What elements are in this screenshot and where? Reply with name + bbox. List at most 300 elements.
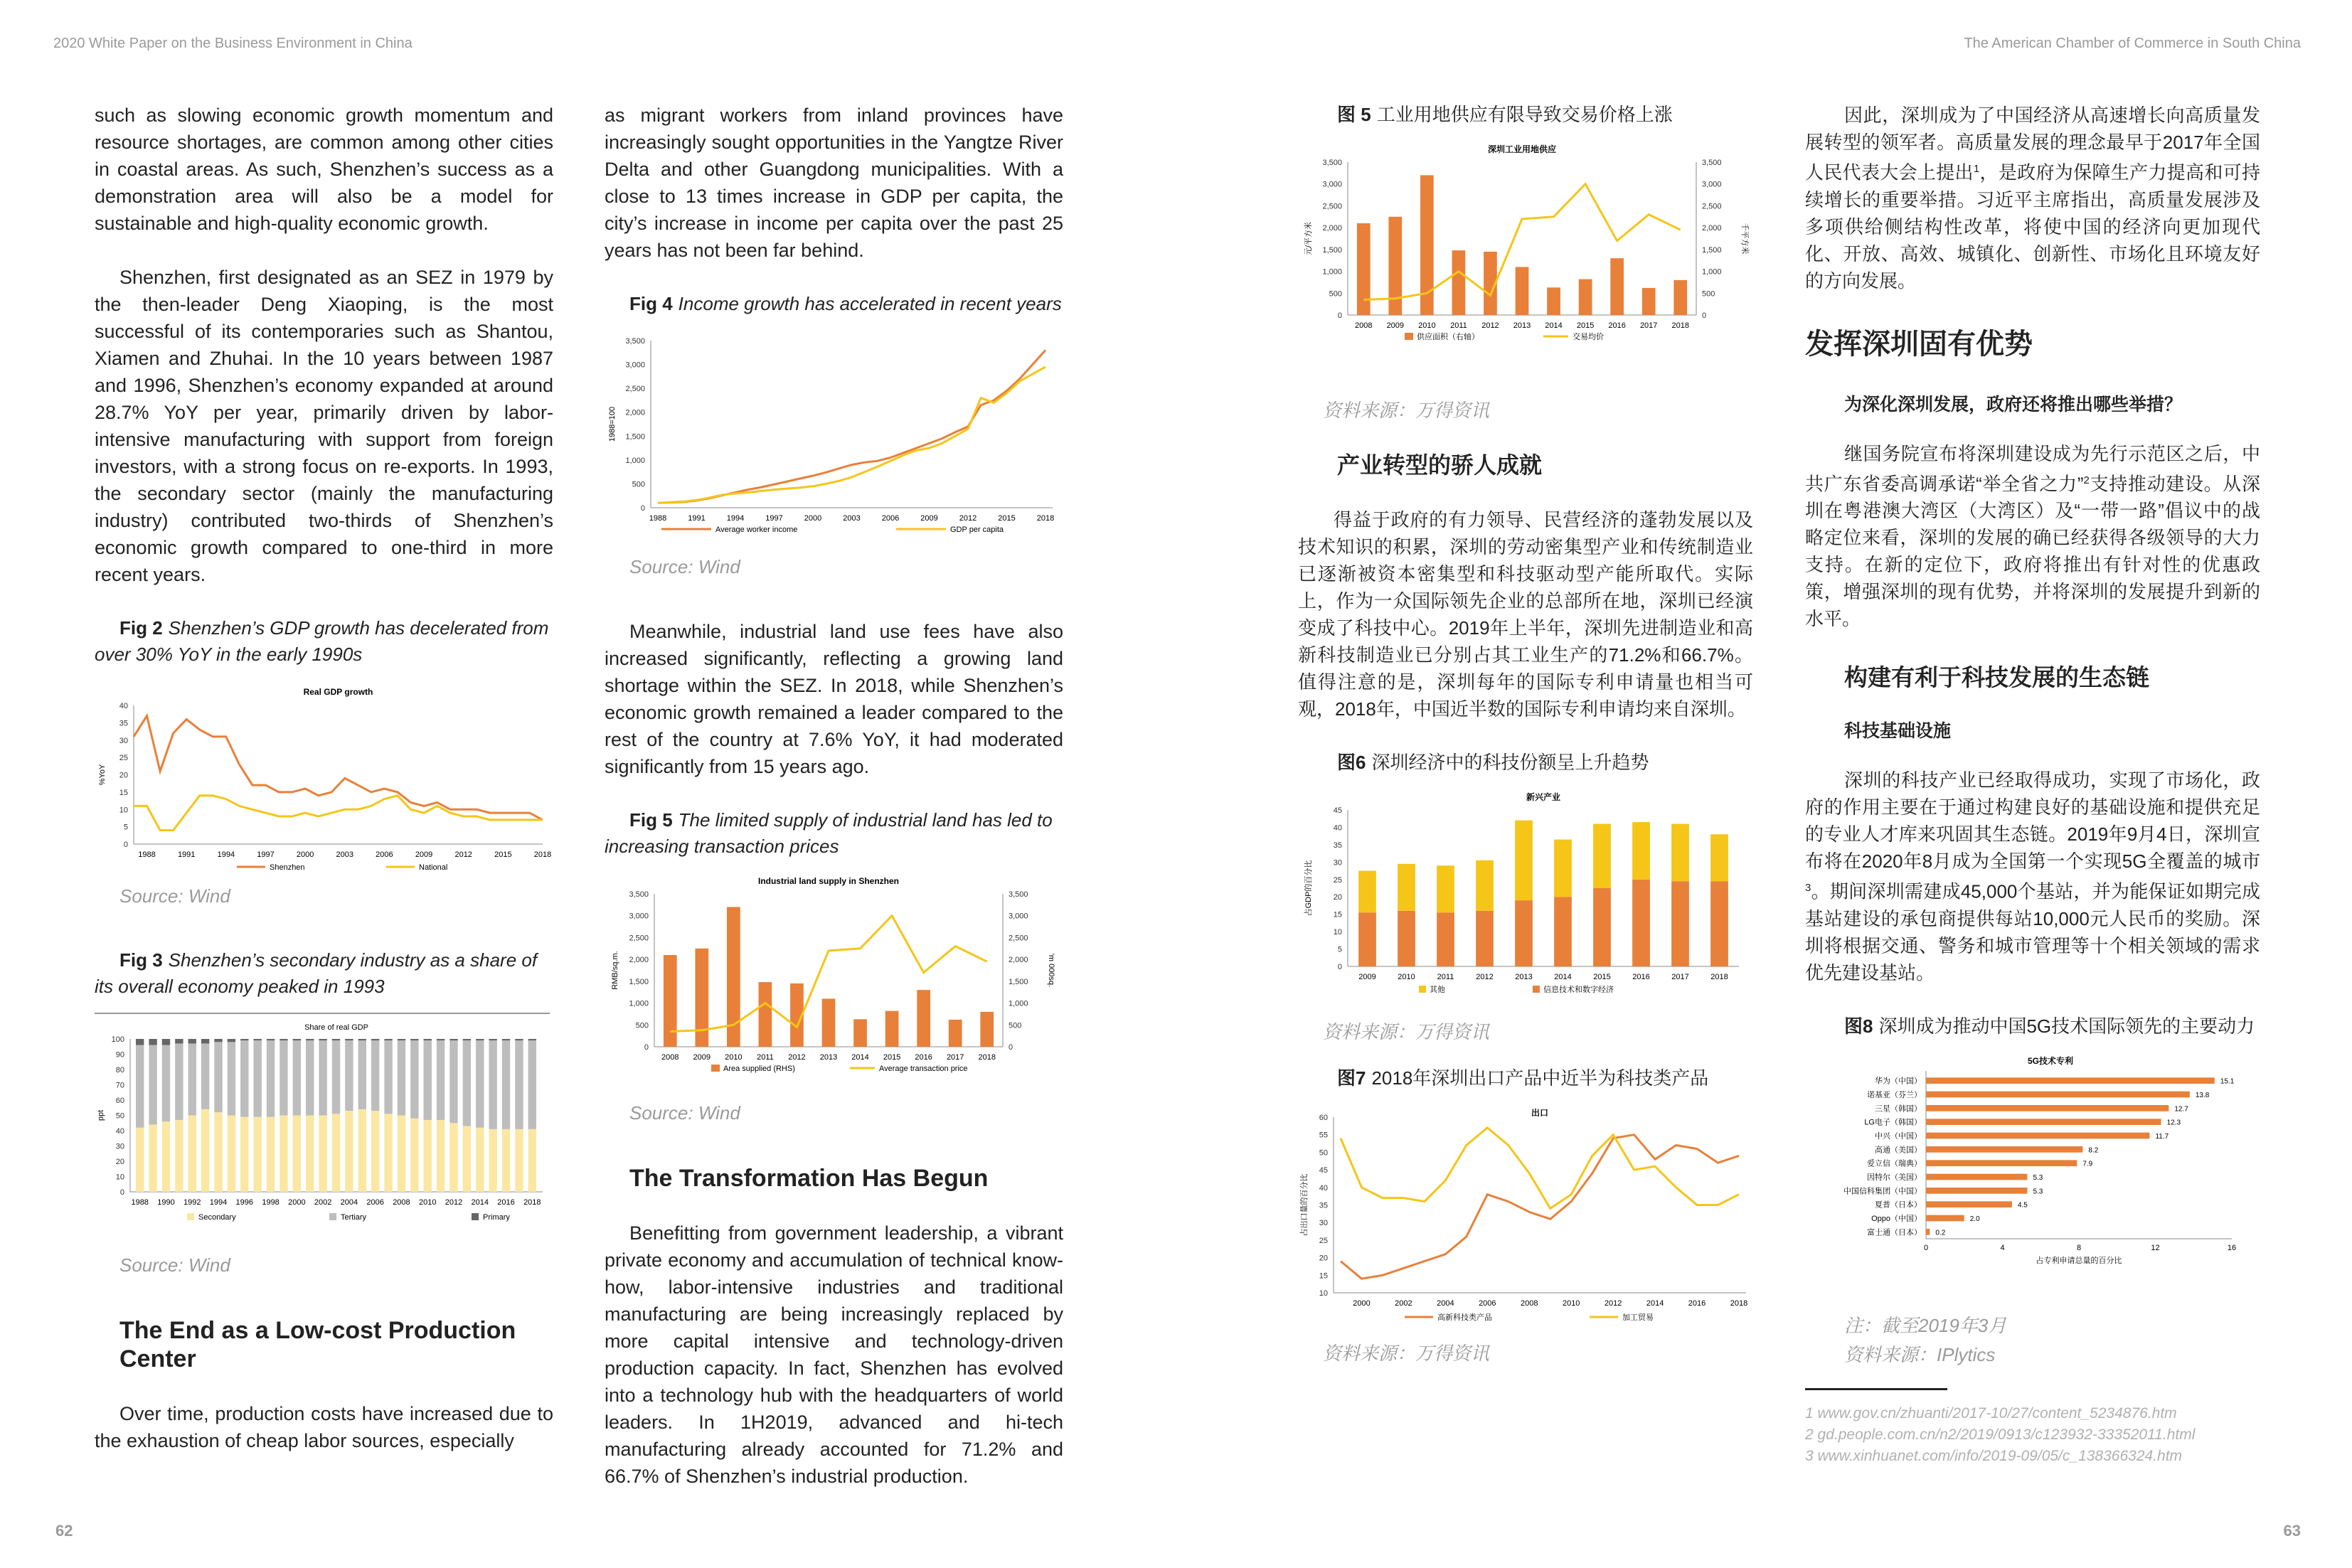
fig7-svg [1298, 1104, 1753, 1332]
y-tick-label: 2,000 [629, 956, 649, 965]
footnote: 1 www.gov.cn/zhuanti/2017-10/27/content_5234876.htm [1805, 1404, 2177, 1422]
series-line [1341, 1135, 1739, 1279]
x-tick-label: 2003 [843, 514, 861, 523]
bar-tertiary [175, 1043, 183, 1120]
y-tick-label: 0 [1337, 311, 1342, 320]
chart-title: Share of real GDP [304, 1023, 368, 1032]
y-axis-label: 占GDP的百分比 [1304, 860, 1313, 917]
bar-primary [280, 1039, 287, 1040]
y-tick-label: 25 [1319, 1236, 1328, 1245]
y-tick-label: 3,500 [625, 337, 645, 346]
y-tick-label: 10 [1319, 1289, 1328, 1298]
bar-secondary [188, 1116, 196, 1193]
legend-swatch [472, 1213, 479, 1220]
fig5-cn-chart [1298, 141, 1753, 396]
section-heading: The Transformation Has Begun [629, 1165, 989, 1192]
y-tick-label: 35 [1319, 1201, 1328, 1210]
bar-segment [1476, 860, 1494, 911]
figure-caption-text: Shenzhen’s secondary industry as a share of its overall economy peaked in 1993 [95, 949, 538, 997]
y-axis-label-left: 元/平方米 [1304, 221, 1313, 256]
x-tick-label: 1988 [649, 514, 667, 523]
bar-area-supplied [1452, 250, 1466, 315]
x-tick-label: 2012 [445, 1198, 463, 1207]
bar-area-supplied [1579, 279, 1592, 315]
paragraph: Benefitting from government leadership, a vibrant private economy and accumulation of technical know-how, labor-intensive industries and traditional manufacturing are being increasingly replaced by more capital intensive and technology-driven production capacity. In fact, Shenzhen has evolved into a technology hub with the headquarters of world leaders. In 1H2019, advanced and hi-tech manufacturing already accounted for 71.2% and 66.7% of Shenzhen’s industrial production. [605, 1222, 1063, 1487]
paragraph-text: 深圳的科技产业已经取得成功，实现了市场化，政府的作用主要在于通过构建良好的基础设施和提供充足的专业人才库来巩固其生态链。2019年9月4日，深圳宣布将在2020年8月成为全国第一个实现5G全覆盖的城市 [1805, 769, 2260, 873]
bar-primary [410, 1039, 418, 1040]
y-axis-label-left: RMB/sq.m. [611, 951, 619, 990]
footnote: 3 www.xinhuanet.com/info/2019-09/05/c_138366324.htm [1805, 1447, 2183, 1464]
bar-segment [1632, 880, 1650, 966]
series-line [1341, 1128, 1739, 1209]
subheading: 科技基础设施 [1844, 721, 1952, 742]
legend-label: Tertiary [341, 1213, 367, 1222]
y-tick-label: 500 [1009, 1021, 1022, 1030]
y-tick-label: 1,000 [1009, 999, 1028, 1008]
figure-caption-text: The limited supply of industrial land has led to increasing transaction prices [605, 809, 1053, 857]
x-tick-label: 2010 [1562, 1299, 1580, 1308]
bar-secondary [214, 1112, 222, 1192]
bar-secondary [437, 1120, 445, 1192]
bar-primary [319, 1039, 326, 1040]
x-tick-label: 2012 [1481, 321, 1499, 330]
fig4-svg [605, 330, 1063, 543]
footnote: 2 gd.people.com.cn/n2/2019/0913/c123932-33352011.html [1805, 1426, 2196, 1443]
legend-swatch [711, 1065, 720, 1072]
x-tick-label: 2018 [978, 1053, 996, 1062]
bar [1926, 1188, 2027, 1194]
bar-area-supplied [1388, 217, 1402, 315]
bar-segment [1515, 821, 1533, 900]
paragraph-text: 支持推动建设。从深圳在粤港澳大湾区（大湾区）及“一带一路”倡议中的战略定位来看，深圳的发展的确已经获得各级领导的大力支持。在新的定位下，政府将推出有针对性的优惠政策，增强深圳的现有优势，并将深圳的发展提升到新的水平。 [1805, 473, 2260, 630]
legend-label: Shenzhen [270, 863, 305, 872]
y-tick-label: 10 [115, 1173, 124, 1182]
figure-caption [605, 807, 1063, 860]
bar-primary [293, 1039, 301, 1040]
fig5-chart [605, 873, 1063, 1092]
paragraph-text: 继国务院宣布将深圳建设成为先行示范区之后，中共广东省委高调承诺“举全省之力” [1805, 442, 2260, 495]
bar-area-supplied [1610, 258, 1624, 315]
bar-segment [1671, 881, 1689, 966]
y-tick-label: 15 [1333, 910, 1342, 919]
category-label: 中兴（中国） [1875, 1131, 1922, 1141]
bar-primary [489, 1039, 496, 1040]
bar-secondary [502, 1129, 510, 1192]
figure-label: Fig 2 [119, 617, 163, 639]
x-tick-label: 2010 [418, 1198, 437, 1207]
x-tick-label: 1990 [157, 1198, 175, 1207]
subheading: 为深化深圳发展，政府还将推出哪些举措？ [1844, 394, 2183, 415]
x-tick-label: 4 [2000, 1243, 2005, 1252]
x-tick-label: 2002 [314, 1198, 332, 1207]
y-tick-label: 50 [1319, 1148, 1328, 1158]
series-line [658, 350, 1045, 503]
figure-caption-text: 2018年深圳出口产品中近半为科技类产品 [1371, 1067, 1709, 1089]
x-tick-label: 2000 [288, 1198, 306, 1207]
x-tick-label: 2014 [851, 1053, 869, 1062]
y-tick-label: 20 [1333, 893, 1342, 902]
bar-segment [1398, 911, 1415, 966]
y-tick-label: 3,500 [629, 890, 649, 899]
bar [1926, 1077, 2215, 1084]
category-label: 爱立信（瑞典） [1867, 1159, 1922, 1168]
x-tick-label: 2004 [340, 1198, 358, 1207]
paragraph: 得益于政府的有力领导、民营经济的蓬勃发展以及技术知识的积累，深圳的劳动密集型产业和传统制造业已逐渐被资本密集型和科技驱动型产能所取代。实际上，作为一众国际领先企业的总部所在地，深圳已经演变成了科技中心。2019年上半年，深圳先进制造业和高新科技制造业已分别占其工业生产的71.2%和66.7%。值得注意的是，深圳每年的国际专利申请量也相当可观，2018年，中国近半数的国际专利申请均来自深圳。 [1298, 509, 1753, 720]
data-label: 11.7 [2155, 1132, 2169, 1141]
x-tick-label: 2016 [1632, 973, 1650, 981]
y-tick-label: 20 [115, 1158, 124, 1166]
y-tick-label: 3,500 [1009, 890, 1028, 899]
bar-tertiary [528, 1040, 536, 1129]
fig6-svg [1298, 789, 1753, 1009]
section-heading: 产业转型的骄人成就 [1337, 452, 1543, 478]
figure-source: Source: Wind [119, 885, 230, 907]
bar-secondary [476, 1128, 484, 1192]
category-label: LG电子（韩国） [1864, 1118, 1922, 1127]
bar-segment [1671, 824, 1689, 882]
data-label: 4.5 [2017, 1201, 2028, 1210]
bar-tertiary [345, 1040, 353, 1111]
legend-label: GDP per capita [950, 526, 1004, 534]
paragraph: Meanwhile, industrial land use fees have also increased significantly, reflecting a growing land shortage within the SEZ. In 2018, while Shenzhen’s economic growth remained a leader compared to the rest of the country at 7.6% YoY, it had moderated significantly from 15 years ago. [605, 621, 1063, 777]
paragraph [1805, 102, 2260, 294]
x-tick-label: 2003 [336, 850, 354, 859]
footnote-ref: 1 [1973, 163, 1980, 175]
x-tick-label: 2012 [1476, 973, 1494, 981]
y-tick-label: 500 [1702, 289, 1715, 299]
figure-caption [95, 947, 553, 1000]
bar-secondary [293, 1116, 301, 1193]
x-tick-label: 2009 [920, 514, 938, 523]
bar-secondary [136, 1128, 144, 1192]
legend-swatch [187, 1213, 194, 1220]
x-tick-label: 2011 [757, 1053, 774, 1062]
y-tick-label: 60 [1319, 1114, 1328, 1122]
paragraph-text: ，是政府为保障生产力提高和可持续增长的重要举措。习近平主席指出，高质量发展涉及多项供给侧结构性改革，将使中国的经济向更加现代化、开放、高效、城镇化、创新性、市场化且环境友好的方向发展。 [1805, 161, 2260, 292]
bar-primary [253, 1039, 261, 1040]
x-tick-label: 2017 [1639, 321, 1658, 330]
bar-primary [201, 1039, 209, 1043]
category-label: 三星（韩国） [1875, 1104, 1922, 1114]
figure-caption-text: 深圳成为推动中国5G技术国际领先的主要动力 [1878, 1015, 2255, 1037]
paragraph: Shenzhen, first designated as an SEZ in 1979 by the then-leader Deng Xiaoping, is the most successful of its contemporaries such as Shantou, Xiamen and Zhuhai. In the 10 years between 1987 and 1996, Shenzhen’s economy expanded at around 28.7% YoY per year, primarily driven by labor-intensive manufacturing with support from foreign investors, with a strong focus on re-exports. In 1993, the secondary sector (mainly the manufacturing industry) contributed two-thirds of Shenzhen’s economic growth compared to one-third in more recent years. [95, 267, 553, 585]
x-tick-label: 2014 [471, 1198, 489, 1207]
bar-tertiary [136, 1045, 144, 1128]
y-tick-label: 2,500 [629, 934, 649, 943]
bar-tertiary [240, 1040, 248, 1117]
bar-primary [358, 1039, 366, 1040]
x-tick-label: 1992 [183, 1198, 201, 1207]
y-axis-label: ppt [97, 1109, 105, 1121]
bar-primary [502, 1039, 510, 1040]
bar-primary [267, 1039, 275, 1040]
section-heading: 构建有利于科技发展的生态链 [1844, 664, 2149, 691]
x-tick-label: 2016 [497, 1198, 515, 1207]
y-tick-label: 3,000 [625, 361, 645, 370]
x-tick-label: 2017 [1671, 973, 1689, 981]
bar-secondary [358, 1109, 366, 1192]
data-label: 12.3 [2166, 1119, 2181, 1127]
x-tick-label: 2008 [1521, 1299, 1538, 1308]
y-tick-label: 1,500 [625, 432, 645, 442]
series-line-national [134, 796, 543, 831]
bar-tertiary [280, 1040, 287, 1115]
bar-area-supplied [885, 1011, 899, 1047]
legend-swatch [1533, 986, 1540, 993]
bar-primary [136, 1039, 144, 1045]
paragraph [1805, 440, 2260, 633]
y-tick-label: 1,000 [625, 456, 645, 465]
figure-caption-text: Shenzhen’s GDP growth has decelerated from over 30% YoY in the early 1990s [95, 617, 549, 665]
running-header-right: The American Chamber of Commerce in South China [1964, 36, 2301, 51]
bar-area-supplied [822, 998, 836, 1047]
footnote-ref: 3 [1805, 882, 1811, 895]
y-tick-label: 45 [1333, 806, 1342, 815]
bar [1926, 1133, 2149, 1139]
x-tick-label: 1991 [177, 850, 196, 859]
bar-secondary [306, 1116, 314, 1193]
data-label: 7.9 [2082, 1160, 2093, 1168]
y-tick-label: 3,000 [1009, 912, 1028, 921]
category-label: 高通（美国） [1875, 1146, 1922, 1155]
y-tick-label: 0 [1009, 1043, 1013, 1052]
y-tick-label: 30 [119, 736, 128, 745]
y-tick-label: 90 [115, 1050, 124, 1060]
bar [1926, 1146, 2082, 1153]
y-tick-label: 10 [1333, 928, 1342, 937]
y-tick-label: 10 [119, 806, 128, 815]
figure-caption-text: 深圳经济中的科技份额呈上升趋势 [1371, 752, 1649, 773]
legend-label: 加工贸易 [1622, 1313, 1654, 1322]
bar-primary [398, 1039, 405, 1040]
bar-secondary [398, 1116, 405, 1193]
y-tick-label: 25 [119, 754, 128, 763]
bar-tertiary [384, 1040, 392, 1114]
x-tick-label: 1994 [726, 514, 745, 523]
legend-label: Area supplied (RHS) [723, 1065, 795, 1073]
bar [1926, 1215, 1964, 1222]
x-tick-label: 1994 [209, 1198, 228, 1207]
legend-label: 交易均价 [1573, 333, 1604, 341]
paragraph: as migrant workers from inland provinces have increasingly sought opportunities in the Yangtze River Delta and other Guangdong municipalities. With a close to 13 times increase in GDP per capita, the city’s increase in income per capita over the past 25 years has not been far behind. [605, 105, 1063, 261]
bar-tertiary [319, 1040, 326, 1115]
bar-tertiary [515, 1040, 523, 1129]
bar-tertiary [371, 1040, 379, 1111]
bar-tertiary [424, 1040, 432, 1120]
bar-area-supplied [1547, 287, 1560, 315]
page-number-left: 62 [55, 1522, 73, 1540]
x-tick-label: 2012 [1604, 1299, 1622, 1308]
data-label: 8.2 [2088, 1146, 2099, 1155]
y-tick-label: 40 [1319, 1183, 1328, 1193]
bar-segment [1398, 864, 1415, 911]
y-tick-label: 35 [1333, 841, 1342, 850]
bar-area-supplied [759, 982, 772, 1047]
figure-source: 资料来源：万得资讯 [1323, 1343, 1490, 1364]
y-tick-label: 3,500 [1702, 159, 1722, 167]
bar-primary [240, 1039, 248, 1040]
fig8-chart [1805, 1052, 2260, 1283]
y-tick-label: 35 [119, 719, 128, 728]
x-tick-label: 2006 [376, 850, 393, 859]
legend-label: 高新科技类产品 [1437, 1313, 1492, 1322]
figure-label: 图 5 [1337, 104, 1371, 125]
legend-label: Primary [483, 1213, 510, 1222]
x-tick-label: 2016 [1608, 321, 1626, 330]
y-tick-label: 15 [119, 788, 128, 797]
y-tick-label: 1,500 [1702, 245, 1722, 255]
y-tick-label: 0 [119, 1188, 124, 1197]
y-tick-label: 500 [1329, 289, 1342, 299]
x-tick-label: 2014 [1545, 321, 1563, 330]
data-label: 15.1 [2220, 1077, 2235, 1086]
bar-primary [175, 1039, 183, 1043]
chart-title: Real GDP growth [303, 687, 373, 697]
x-tick-label: 0 [1923, 1243, 1929, 1252]
y-tick-label: 0 [644, 1043, 649, 1052]
bar-segment [1515, 900, 1533, 966]
bar-primary [149, 1039, 156, 1045]
bar-primary [162, 1039, 170, 1045]
x-tick-label: 2011 [1450, 321, 1467, 330]
bar-area-supplied [1357, 223, 1371, 315]
bar-primary [228, 1039, 235, 1042]
x-tick-label: 1988 [138, 850, 156, 859]
bar-area-supplied [1673, 280, 1687, 315]
legend-label: 供应面积（右轴） [1417, 333, 1479, 341]
bar-tertiary [188, 1043, 196, 1115]
bar-tertiary [502, 1040, 510, 1129]
chart-title: 深圳工业用地供应 [1487, 144, 1557, 154]
fig2-chart [95, 681, 553, 875]
x-tick-label: 2014 [1554, 973, 1572, 981]
x-tick-label: 2018 [1671, 321, 1689, 330]
bar-secondary [345, 1111, 353, 1192]
bar-secondary [280, 1116, 287, 1193]
section-heading: The End as a Low-cost Production Center [119, 1317, 516, 1372]
y-tick-label: 60 [115, 1097, 124, 1105]
x-tick-label: 2008 [1355, 321, 1373, 330]
figure-source: Source: Wind [629, 556, 740, 577]
x-tick-label: 2017 [946, 1053, 964, 1062]
bar-primary [437, 1039, 445, 1040]
x-tick-label: 2018 [523, 1198, 541, 1207]
y-tick-label: 1,500 [629, 977, 649, 986]
bar-primary [214, 1039, 222, 1042]
x-tick-label: 2009 [415, 850, 433, 859]
x-tick-label: 2018 [1710, 973, 1728, 981]
figure-label: Fig 3 [119, 949, 163, 971]
y-tick-label: 1,500 [1009, 977, 1028, 986]
legend-label: 信息技术和数字经济 [1543, 986, 1614, 994]
category-label: 因特尔（美国） [1867, 1173, 1922, 1182]
x-tick-label: 1997 [257, 850, 275, 859]
bar-tertiary [162, 1045, 170, 1122]
y-tick-label: 15 [1319, 1271, 1328, 1281]
y-tick-label: 3,000 [1702, 180, 1722, 189]
x-tick-label: 2012 [959, 514, 977, 523]
bar-primary [371, 1039, 379, 1040]
y-tick-label: 2,500 [1322, 202, 1342, 211]
bar-secondary [201, 1109, 209, 1192]
bar-tertiary [410, 1040, 418, 1119]
bar-segment [1358, 871, 1376, 913]
y-tick-label: 0 [1702, 311, 1707, 320]
y-tick-label: 20 [1319, 1254, 1328, 1263]
bar-tertiary [437, 1040, 445, 1120]
y-tick-label: 2,000 [625, 408, 645, 417]
chart-title: 出口 [1531, 1108, 1549, 1118]
x-tick-label: 2008 [393, 1198, 410, 1207]
bar-secondary [384, 1114, 392, 1192]
column-4 [1805, 102, 2260, 1467]
y-tick-label: 100 [111, 1035, 124, 1044]
bar-primary [306, 1039, 314, 1040]
paragraph: Over time, production costs have increased due to the exhaustion of cheap labor sources, especially [95, 1403, 553, 1451]
x-tick-label: 2010 [1418, 321, 1436, 330]
fig8-svg [1805, 1052, 2260, 1280]
y-tick-label: 3,000 [629, 912, 649, 921]
legend-swatch [329, 1213, 336, 1220]
bar-primary [515, 1039, 523, 1040]
y-tick-label: 25 [1333, 875, 1342, 885]
bar-segment [1437, 865, 1454, 912]
x-tick-label: 1997 [765, 514, 783, 523]
x-tick-label: 2013 [1515, 973, 1533, 981]
data-label: 13.8 [2195, 1091, 2210, 1099]
x-tick-label: 2002 [1395, 1299, 1412, 1308]
y-tick-label: 40 [1333, 823, 1342, 833]
figure-caption-text: 工业用地供应有限导致交易价格上涨 [1376, 104, 1673, 125]
x-tick-label: 2012 [454, 850, 472, 859]
paragraph: such as slowing economic growth momentum and resource shortages, are common among other cities in coastal areas. As such, Shenzhen’s success as a demonstration area will also be a model for sustainable and high-quality economic growth. [95, 105, 553, 234]
fig3-chart [95, 1014, 553, 1244]
y-tick-label: 3,500 [1322, 159, 1342, 167]
y-tick-label: 20 [119, 771, 128, 780]
bar-secondary [175, 1120, 183, 1192]
data-label: 2.0 [1969, 1215, 1980, 1223]
fig2-svg [95, 681, 553, 873]
y-tick-label: 40 [115, 1127, 124, 1136]
figure-label: 图6 [1337, 752, 1366, 773]
x-tick-label: 1998 [262, 1198, 280, 1207]
y-tick-label: 50 [115, 1111, 124, 1121]
category-label: 诺基亚（芬兰） [1867, 1090, 1922, 1099]
bar-secondary [332, 1114, 340, 1192]
x-tick-label: 8 [2076, 1243, 2082, 1252]
page-number-right: 63 [2283, 1522, 2301, 1540]
fig7-chart [1298, 1104, 1753, 1335]
bar-area-supplied [853, 1019, 867, 1047]
bar-tertiary [214, 1042, 222, 1112]
bar [1926, 1160, 2077, 1166]
y-tick-label: 1,500 [1322, 245, 1342, 255]
y-tick-label: 30 [1333, 858, 1342, 868]
chart-title: 5G技术专利 [2027, 1055, 2074, 1066]
y-tick-label: 30 [1319, 1219, 1328, 1228]
category-label: 夏普（日本） [1875, 1200, 1922, 1210]
bar-segment [1476, 911, 1494, 966]
legend-label: 其他 [1430, 986, 1445, 994]
y-tick-label: 2,000 [1322, 224, 1342, 233]
y-tick-label: 80 [115, 1066, 124, 1074]
bar-tertiary [398, 1040, 405, 1115]
figure-source: 资料来源：万得资讯 [1323, 1021, 1490, 1042]
series-line-shenzhen [134, 716, 543, 820]
x-axis-label: 占专利申请总量的百分比 [2036, 1256, 2122, 1265]
bar-area-supplied [917, 990, 930, 1047]
bar-area-supplied [664, 955, 677, 1047]
